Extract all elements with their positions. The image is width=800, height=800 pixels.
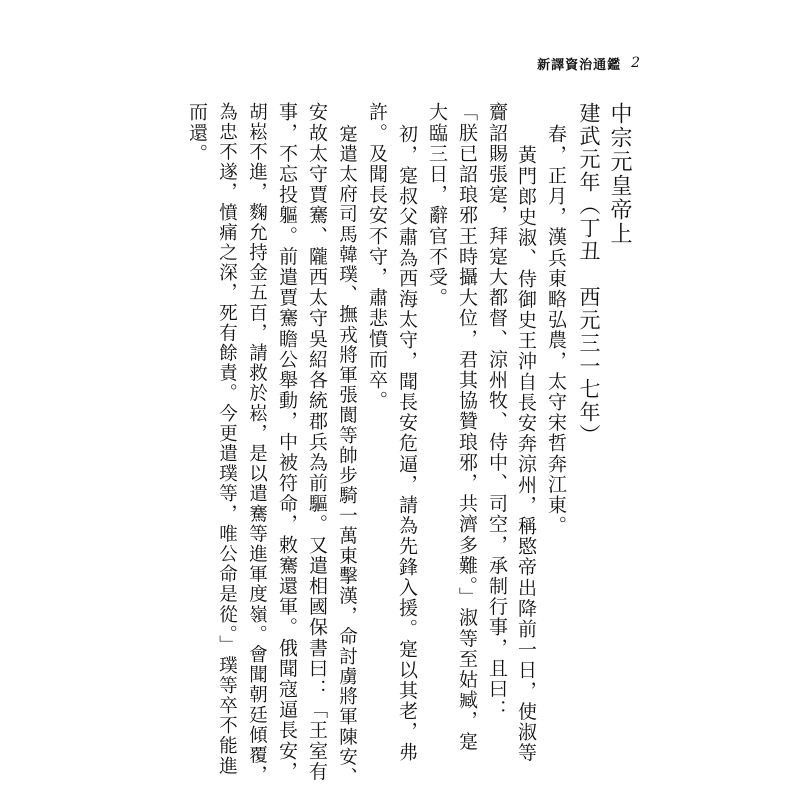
text-column: 胡崧不進，麴允持金五百，請救於崧，是以遣騫等進軍度嶺。會聞朝廷傾覆，: [246, 102, 268, 786]
text-column: 許。及聞長安不守，肅悲憤而卒。: [366, 102, 388, 411]
text-column: 初，寔叔父肅為西海太守，聞長安危逼，請為先鋒入援。寔以其老，弗: [396, 124, 418, 763]
text-column: 春，正月，漢兵東略弘農，太守宋哲奔江東。: [545, 124, 567, 536]
chapter-heading: 中宗元皇帝上: [607, 102, 632, 246]
text-column: 安故太守賈騫、隴西太守吳紹各統郡兵為前驅。又遣相國保書曰：「王室有: [306, 102, 328, 782]
running-title: 新譯資治通鑑: [537, 57, 622, 73]
text-column: 「朕已詔琅邪王時攝大位，君其協贊琅邪，共濟多難。」淑等至姑臧，寔: [456, 102, 478, 752]
running-head: [520, 52, 640, 74]
page-number: 2: [631, 55, 640, 71]
text-column: 齎詔賜張寔，拜寔大都督、涼州牧、侍中、司空，承制行事，且曰：: [486, 102, 508, 720]
text-column: 寔遣太府司馬韓璞、撫戎將軍張閬等帥步騎一萬東擊漢，命討虜將軍陳安、: [336, 124, 358, 788]
text-column: 為忠不遂，憤痛之深，死有餘責。今更遣璞等，唯公命是從。」璞等卒不能進: [216, 102, 238, 777]
reign-year-line: 建武元年（丁丑 西元三一七年）: [577, 102, 601, 447]
text-column: 而還。: [186, 102, 208, 164]
text-column: 事，不忘投軀。前遣賈騫瞻公舉動，中被符命，敕騫還軍。俄聞寇逼長安，: [276, 102, 298, 782]
text-column: 大臨三日，辭官不受。: [426, 102, 448, 308]
text-column: 黃門郎史淑、侍御史王沖自長安奔涼州，稱愍帝出降前一日，使淑等: [515, 145, 537, 763]
